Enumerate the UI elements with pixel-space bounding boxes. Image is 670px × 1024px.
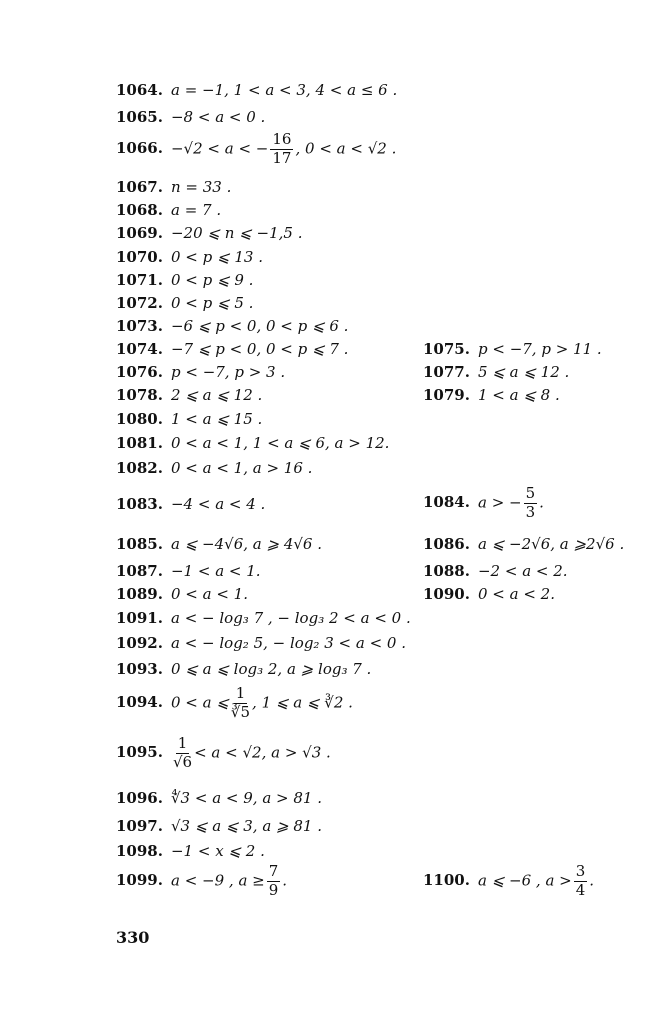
answer-1064: 1064. a = −1, 1 < a < 3, 4 < a ≤ 6 .	[116, 81, 398, 99]
answer-1085: 1085. a ⩽ −4√6, a ⩾ 4√6 .	[116, 535, 323, 553]
answer-1076: 1076. p < −7, p > 3 .	[116, 363, 286, 381]
answer-1078: 1078. 2 ⩽ a ⩽ 12 .	[116, 386, 263, 404]
answer-1088: 1088. −2 < a < 2.	[423, 562, 568, 580]
answer-1094: 1094. 0 < a ⩽ $\frac{1}{∛5}$ , 1 ⩽ a ⩽ ∛2 .	[116, 684, 353, 721]
answer-1068: 1068. a = 7 .	[116, 201, 222, 219]
fraction: $\frac{3}{4}$	[575, 862, 586, 899]
answer-1099: 1099. a < −9 , a ≥ $\frac{7}{9}$ .	[116, 862, 288, 899]
answer-1066: 1066. −√2 < a < − $\frac{16}{17}$ , 0 < a < √2 .	[116, 130, 397, 167]
answer-1091: 1091. a < − log₃ 7 , − log₃ 2 < a < 0 .	[116, 609, 411, 627]
answer-1092: 1092. a < − log₂ 5, − log₂ 3 < a < 0 .	[116, 634, 406, 652]
answer-1069: 1069. −20 ⩽ n ⩽ −1,5 .	[116, 224, 303, 242]
fraction: $\frac{7}{9}$	[268, 862, 279, 899]
answer-1096: 1096. ∜3 < a < 9, a > 81 .	[116, 789, 322, 807]
answer-1084: 1084. a > − $\frac{5}{3}$ .	[423, 484, 544, 521]
answer-1077: 1077. 5 ⩽ a ⩽ 12 .	[423, 363, 570, 381]
answer-1070: 1070. 0 < p ⩽ 13 .	[116, 248, 263, 266]
answer-1075: 1075. p < −7, p > 11 .	[423, 340, 602, 358]
fraction: $\frac{5}{3}$	[525, 484, 536, 521]
answer-1097: 1097. √3 ⩽ a ⩽ 3, a ⩾ 81 .	[116, 817, 322, 835]
answer-1089: 1089. 0 < a < 1.	[116, 585, 248, 603]
answer-1079: 1079. 1 < a ⩽ 8 .	[423, 386, 560, 404]
answer-1073: 1073. −6 ⩽ p < 0, 0 < p ⩽ 6 .	[116, 317, 349, 335]
fraction: $\frac{1}{√6}$	[172, 734, 193, 771]
answer-1074: 1074. −7 ⩽ p < 0, 0 < p ⩽ 7 .	[116, 340, 349, 358]
fraction: $\frac{1}{∛5}$	[230, 684, 251, 721]
answer-1067: 1067. n = 33 .	[116, 178, 232, 196]
page-number: 330	[116, 928, 150, 947]
answer-1087: 1087. −1 < a < 1.	[116, 562, 261, 580]
answer-1095: 1095. $\frac{1}{√6}$ < a < √2, a > √3 .	[116, 734, 331, 771]
answer-1090: 1090. 0 < a < 2.	[423, 585, 555, 603]
answer-1080: 1080. 1 < a ⩽ 15 .	[116, 410, 263, 428]
fraction: $\frac{16}{17}$	[272, 130, 292, 167]
answer-1086: 1086. a ⩽ −2√6, a ⩾2√6 .	[423, 535, 625, 553]
answer-1082: 1082. 0 < a < 1, a > 16 .	[116, 459, 313, 477]
answer-1072: 1072. 0 < p ⩽ 5 .	[116, 294, 254, 312]
answer-1071: 1071. 0 < p ⩽ 9 .	[116, 271, 254, 289]
answer-1093: 1093. 0 ⩽ a ⩽ log₃ 2, a ⩾ log₃ 7 .	[116, 660, 372, 678]
answer-1083: 1083. −4 < a < 4 .	[116, 495, 266, 513]
answer-1081: 1081. 0 < a < 1, 1 < a ⩽ 6, a > 12.	[116, 434, 390, 452]
answer-1098: 1098. −1 < x ⩽ 2 .	[116, 842, 265, 860]
answer-1100: 1100. a ⩽ −6 , a > $\frac{3}{4}$ .	[423, 862, 595, 899]
answer-1065: 1065. −8 < a < 0 .	[116, 108, 266, 126]
